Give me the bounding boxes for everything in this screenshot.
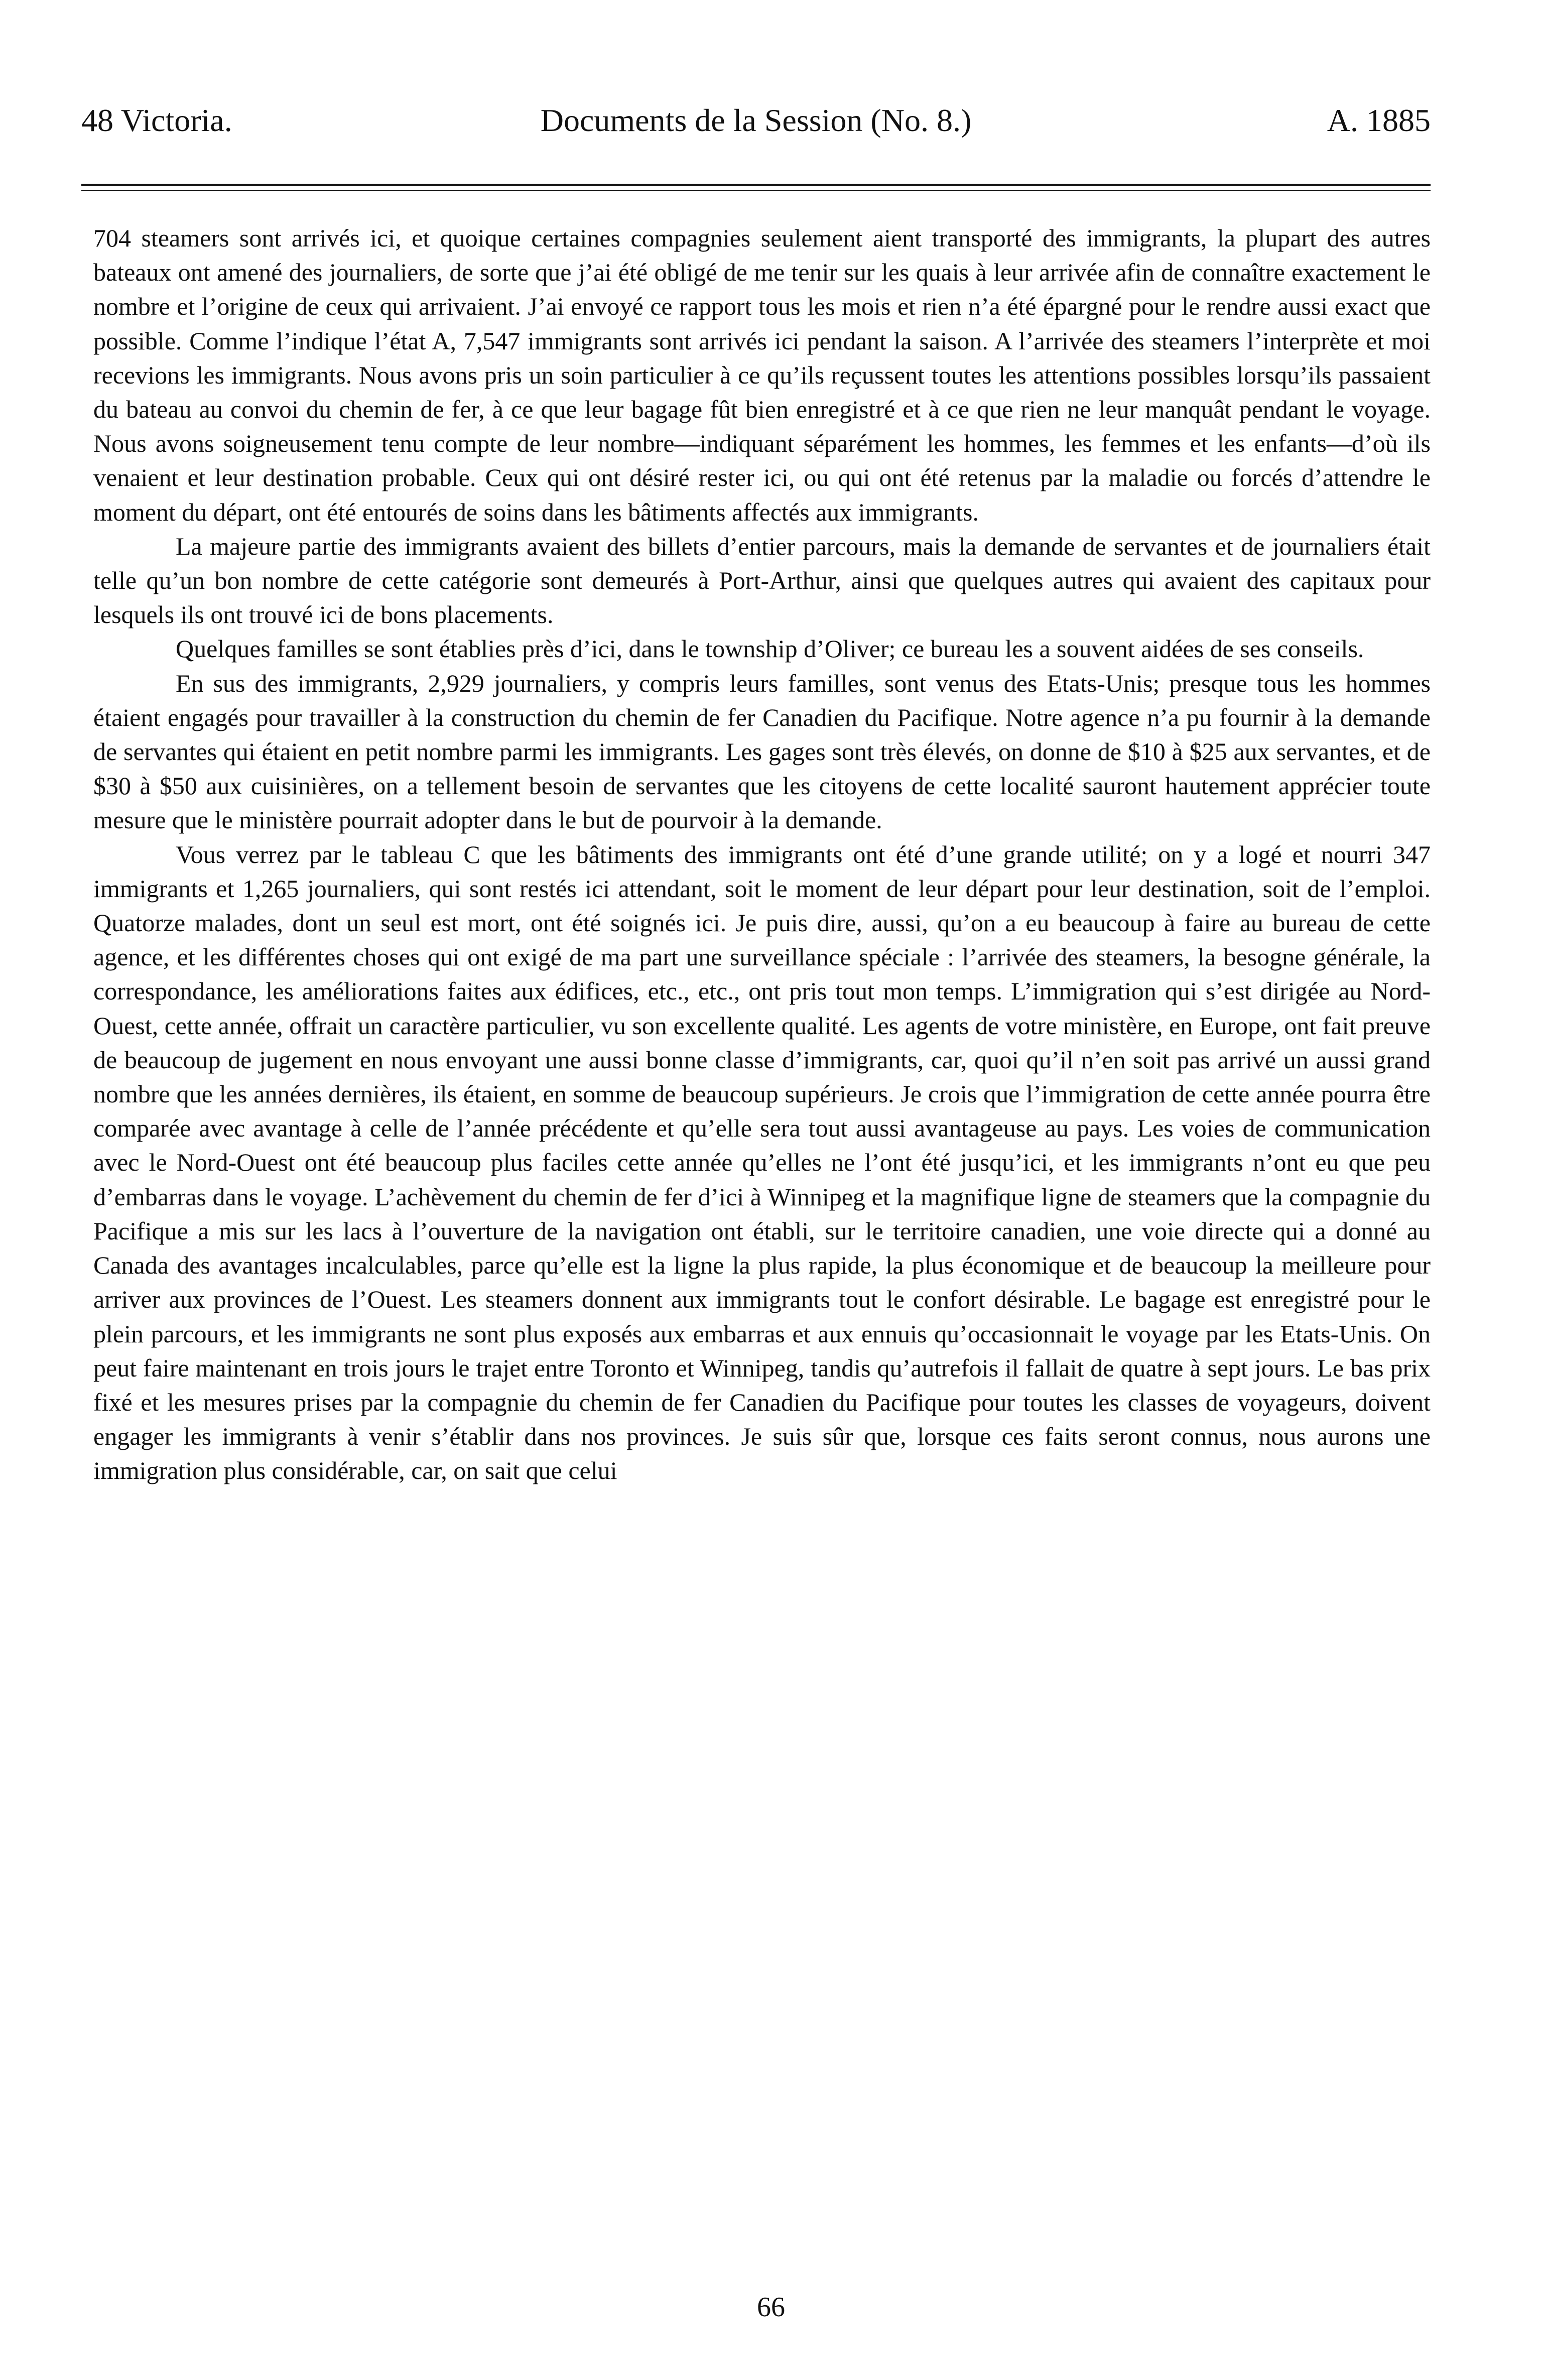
header-title: Documents de la Session (No. 8.) — [540, 102, 972, 138]
page-number: 66 — [757, 2292, 785, 2323]
paragraph-5: Vous verrez par le tableau C que les bâtiments des immigrants ont été d’une grande utilité; on y a logé et nourri 347 immigrants et 1,265 journaliers, qui sont restés ici attendant, soit le moment de leur départ pour leur destination, soit de l’emploi. Quatorze malades, dont un seul est mort, ont été soignés ici. Je puis dire, aussi, qu’on a eu beaucoup à faire au bureau de cette agence, et les différentes choses qui ont exigé de ma part une surveillance spéciale : l’arrivée des steamers, la besogne générale, la correspondance, les améliorations faites aux édifices, etc., etc., ont pris tout mon temps. L’immigration qui s’est dirigée au Nord-Ouest, cette année, offrait un caractère particulier, vu son excellente qualité. Les agents de votre ministère, en Europe, ont fait preuve de beaucoup de jugement en nous envoyant une aussi bonne classe d’immigrants, car, quoi qu’il n’en soit pas arrivé un aussi grand nombre que les années dernières, ils étaient, en somme de beaucoup supérieurs. Je crois que l’immigration de cette année pourra être comparée avec avantage à celle de l’année précédente et qu’elle sera tout aussi avantageuse au pays. Les voies de communication avec le Nord-Ouest ont été beaucoup plus faciles cette année qu’elles ne l’ont été jusqu’ici, et les immigrants n’ont eu que peu d’embarras dans le voyage. L’achèvement du chemin de fer d’ici à Winnipeg et la magnifique ligne de steamers que la compagnie du Pacifique a mis sur les lacs à l’ouverture de la navigation ont établi, sur le territoire canadien, une voie directe qui a donné au Canada des avantages incalculables, parce qu’elle est la ligne la plus rapide, la plus économique et de beaucoup la meilleure pour arriver aux provinces de l’Ouest. Les steamers donnent aux immigrants tout le confort désirable. Le bagage est enregistré pour le plein parcours, et les immigrants ne sont plus exposés aux embarras et aux ennuis qu’occasionnait le voyage par les Etats-Unis. On peut faire maintenant en trois jours le trajet entre Toronto et Winnipeg, tandis qu’autrefois il fallait de quatre à sept jours. Le bas prix fixé et les mesures prises par la compagnie du chemin de fer Canadien du Pacifique pour toutes les classes de voyageurs, doivent engager les immigrants à venir s’établir dans nos provinces. Je suis sûr que, lorsque ces faits seront connus, nous aurons une immigration plus considérable, car, on sait que celui — [93, 840, 1431, 1485]
paragraph-1: 704 steamers sont arrivés ici, et quoique certaines compagnies seulement aient transporté des immigrants, la plupart des autres bateaux ont amené des journaliers, de sorte que j’ai été obligé de me tenir sur les quais à leur arrivée afin de connaître exactement le nombre et l’origine de ceux qui arrivaient. J’ai envoyé ce rapport tous les mois et rien n’a été épargné pour le rendre aussi exact que possible. Comme l’indique l’état A, 7,547 immigrants sont arrivés ici pendant la saison. A l’arrivée des steamers l’interprète et moi recevions les immigrants. Nous avons pris un soin particulier à ce qu’ils reçussent toutes les attentions possibles lorsqu’ils passaient du bateau au convoi du chemin de fer, à ce que leur bagage fût bien enregistré et à ce que rien ne leur manquât pendant le voyage. Nous avons soigneusement tenu compte de leur nombre—indiquant séparément les hommes, les femmes et les enfants—d’où ils venaient et leur destination probable. Ceux qui ont désiré rester ici, ou qui ont été retenus par la maladie ou forcés d’attendre le moment du départ, ont été entourés de soins dans les bâtiments affectés aux immigrants. — [93, 224, 1431, 526]
body-text — [93, 221, 1431, 2279]
paragraph-2: La majeure partie des immigrants avaient des billets d’entier parcours, mais la demande de servantes et de journaliers était telle qu’un bon nombre de cette catégorie sont demeurés à Port-Arthur, ainsi que quelques autres qui avaient des capitaux pour lesquels ils ont trouvé ici de bons placements. — [93, 532, 1431, 629]
running-header — [81, 90, 1431, 151]
paragraph-3: Quelques familles se sont établies près d’ici, dans le township d’Oliver; ce bureau les a souvent aidées de ses conseils. — [176, 635, 1364, 663]
header-rule-thin — [81, 190, 1431, 191]
paragraph-4: En sus des immigrants, 2,929 journaliers, y compris leurs familles, sont venus des Etats-Unis; presque tous les hommes étaient engagés pour travailler à la construction du chemin de fer Canadien du Pacifique. Notre agence n’a pu fournir à la demande de servantes qui étaient en petit nombre parmi les immigrants. Les gages sont très élevés, on donne de $10 à $25 aux servantes, et de $30 à $50 aux cuisinières, on a tellement besoin de servantes que les citoyens de cette localité sauront hautement apprécier toute mesure que le ministère pourrait adopter dans le but de pourvoir à la demande. — [93, 669, 1431, 834]
header-volume: 48 Victoria. — [81, 102, 232, 138]
header-year: A. 1885 — [1327, 102, 1431, 138]
header-rule — [81, 184, 1431, 186]
